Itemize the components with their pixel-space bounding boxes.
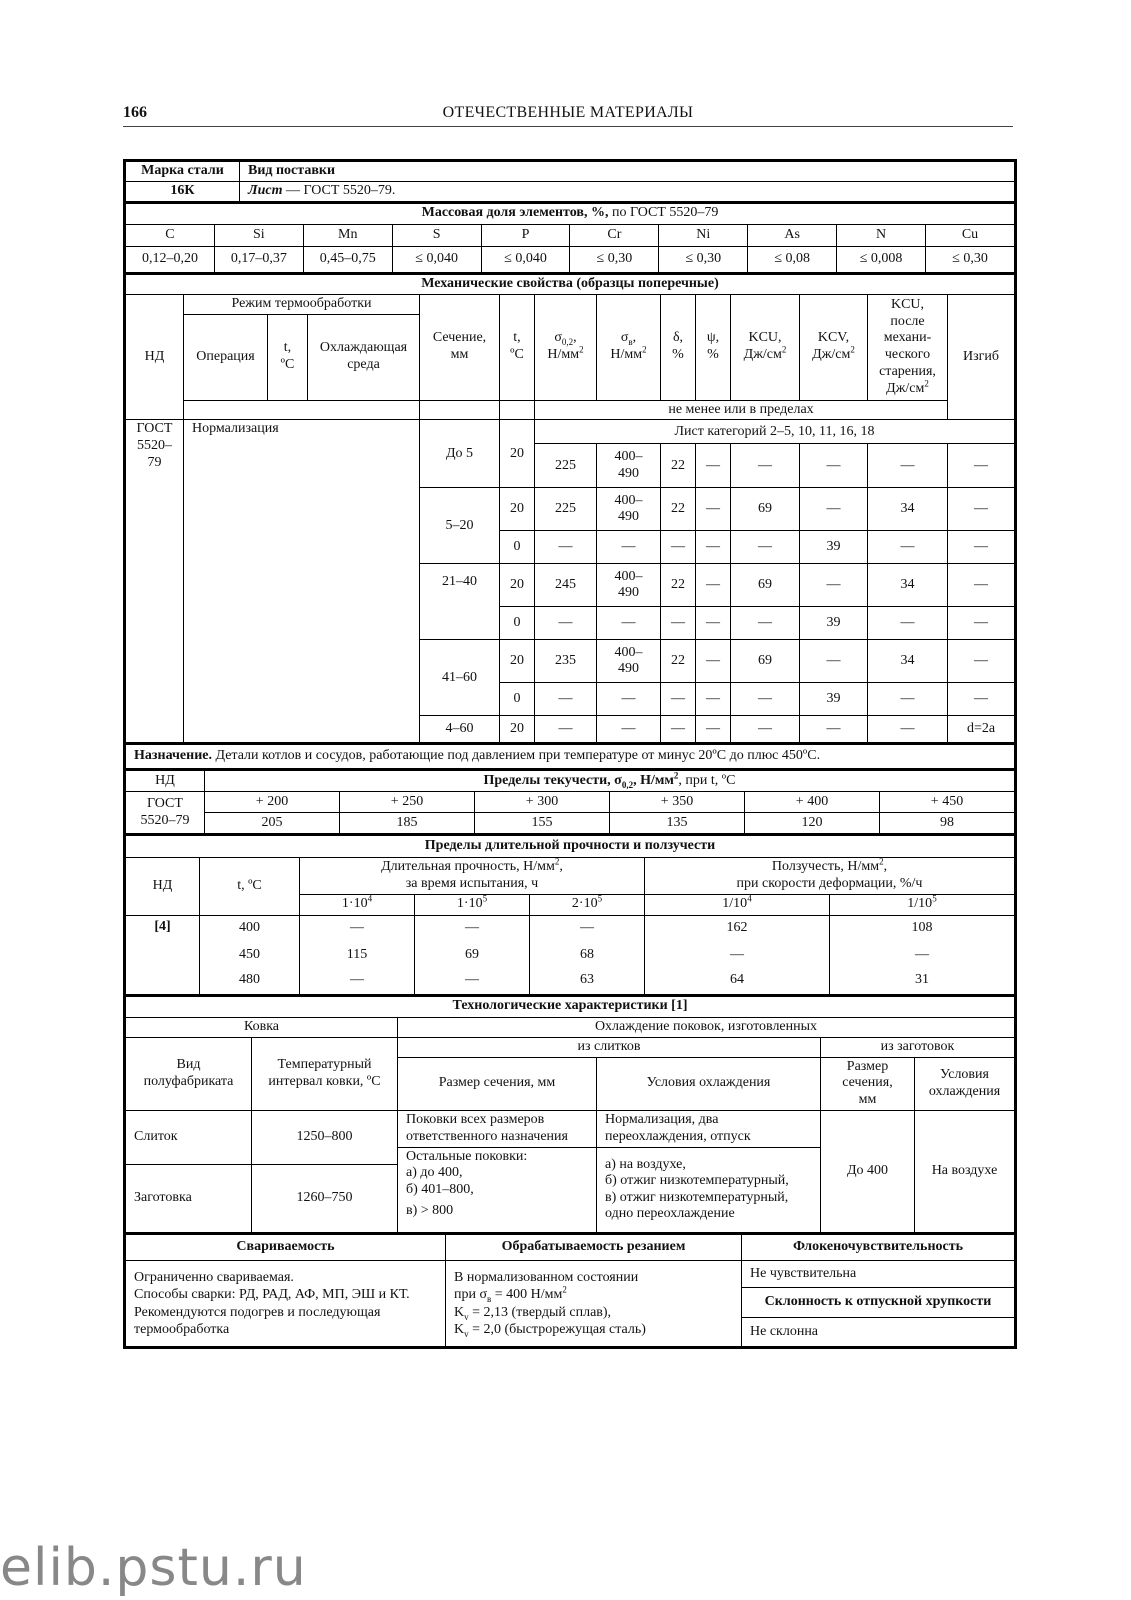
- creep-col: $1\cdot 10^5$: [415, 894, 530, 915]
- creep-col: $1/10^5$: [830, 894, 1015, 915]
- creep-header-nd: НД: [126, 857, 200, 915]
- mech-cell: —: [661, 716, 696, 743]
- mech-cell: —: [597, 683, 661, 716]
- mech-cell: —: [948, 640, 1015, 683]
- tech-header-conditions: Условия охлаждения: [597, 1057, 821, 1110]
- creep-cell: —: [415, 968, 530, 994]
- element-cell: P: [481, 225, 570, 247]
- mech-cell: 39: [800, 531, 868, 564]
- mech-cell: —: [696, 488, 731, 531]
- yield-temp: + 400: [745, 792, 880, 813]
- mech-cell: 34: [868, 488, 948, 531]
- element-value: 0,17–0,37: [214, 247, 303, 273]
- purpose-table: [125, 743, 1015, 769]
- mech-header-tensile: $\sigma_в$, $Н/мм^2$: [597, 294, 661, 400]
- mech-header-bend: Изгиб: [948, 294, 1015, 420]
- mech-cell: —: [696, 640, 731, 683]
- mech-cell: —: [597, 607, 661, 640]
- creep-cell: —: [300, 968, 415, 994]
- yield-value: 98: [880, 813, 1015, 834]
- element-cell: Cu: [926, 225, 1015, 247]
- creep-cell: 115: [300, 942, 415, 968]
- mech-cell: 39: [800, 683, 868, 716]
- tech-header-cooling: Охлаждение поковок, изготовленных: [398, 1018, 1015, 1038]
- mech-cell: 34: [868, 564, 948, 607]
- mech-cell: —: [948, 564, 1015, 607]
- element-cell: N: [837, 225, 926, 247]
- flake-title: Флокеночувствительность: [742, 1234, 1015, 1261]
- mech-section-cell: 41–60: [420, 640, 500, 716]
- tech-kind-ingot: Слиток: [126, 1111, 252, 1165]
- yield-temp: + 200: [205, 792, 340, 813]
- element-cell: Mn: [303, 225, 392, 247]
- mech-cell: —: [948, 531, 1015, 564]
- mech-header-operation: Операция: [184, 314, 268, 400]
- mech-cell: 39: [800, 607, 868, 640]
- mech-cell: 235: [535, 640, 597, 683]
- mech-cell: 400– 490: [597, 488, 661, 531]
- creep-header-creep: Ползучесть, $Н/мм^2$, при скорости деформации, %/ч: [645, 857, 1015, 894]
- composition-table: [125, 202, 1015, 274]
- mech-cell: 69: [731, 640, 800, 683]
- mech-cell: 69: [731, 488, 800, 531]
- composition-values-row: [126, 247, 1015, 273]
- creep-cell: 108: [830, 915, 1015, 942]
- yield-nd-value: ГОСТ 5520–79: [126, 792, 205, 834]
- creep-cell: 450: [200, 942, 300, 968]
- creep-header-temp: t, ºC: [200, 857, 300, 915]
- mech-cell: —: [868, 716, 948, 743]
- element-value: ≤ 0,30: [926, 247, 1015, 273]
- supply-standard: — ГОСТ 5520–79.: [282, 182, 396, 198]
- supply-label: Вид поставки: [240, 162, 1015, 182]
- creep-cell: —: [415, 915, 530, 942]
- element-value: ≤ 0,008: [837, 247, 926, 273]
- yield-header-nd: НД: [126, 770, 205, 792]
- grade-label: Марка стали: [126, 162, 240, 182]
- mech-cell: —: [696, 607, 731, 640]
- tech-cond-responsible: Нормализация, два переохлаждения, отпуск: [597, 1111, 821, 1148]
- grade-value: 16К: [126, 181, 240, 201]
- mech-cell: —: [535, 716, 597, 743]
- mech-section-cell: До 5: [420, 420, 500, 488]
- tech-header-blank-size: Размер сечения, мм: [821, 1057, 915, 1110]
- creep-cell: 31: [830, 968, 1015, 994]
- creep-col: $1/10^4$: [645, 894, 830, 915]
- weldability-text: Ограниченно свариваемая. Способы сварки: РД, РАД, АФ, МП, ЭШ и КТ. Рекомендуются подогрев и последующая термообработка: [126, 1261, 446, 1347]
- mech-cell: 22: [661, 564, 696, 607]
- mech-cell: 225: [535, 444, 597, 488]
- mech-cell: 0: [500, 607, 535, 640]
- yield-temp: + 350: [610, 792, 745, 813]
- creep-header-long-strength: Длительная прочность, $Н/мм^2$, за время испытания, ч: [300, 857, 645, 894]
- yield-value: 120: [745, 813, 880, 834]
- creep-cell: 162: [645, 915, 830, 942]
- mech-header-temp: t, ºC: [500, 294, 535, 400]
- mech-cell: —: [948, 607, 1015, 640]
- creep-row: [126, 915, 1015, 942]
- mech-cell: —: [661, 531, 696, 564]
- creep-cell: —: [530, 915, 645, 942]
- mech-section-cell: 5–20: [420, 488, 500, 564]
- creep-cell: 63: [530, 968, 645, 994]
- temper-brittleness-value: Не склонна: [742, 1318, 1015, 1347]
- element-value: ≤ 0,30: [570, 247, 659, 273]
- mech-cell: —: [731, 444, 800, 488]
- page-header: [123, 104, 1013, 127]
- mech-cell: 34: [868, 640, 948, 683]
- mech-header-cooling: Охлаждающая среда: [308, 314, 420, 400]
- mech-cell: 245: [535, 564, 597, 607]
- weldability-title: Свариваемость: [126, 1234, 446, 1261]
- mech-cell: 0: [500, 683, 535, 716]
- yield-temp: + 300: [475, 792, 610, 813]
- creep-ref: [4]: [126, 915, 200, 994]
- creep-cell: —: [300, 915, 415, 942]
- mech-header-kcu: KCU, $Дж/см^2$: [731, 294, 800, 400]
- creep-cell: 400: [200, 915, 300, 942]
- mech-header-regime: Режим термообработки: [184, 294, 420, 314]
- machinability-text: В нормализованном состоянии при $\sigma_в = 400$ $Н/мм^2$ $K_v = 2,13$ (твердый сплав), $K_v = 2,0$ (быстрорежущая сталь): [446, 1261, 742, 1347]
- mech-cell: —: [800, 488, 868, 531]
- creep-table: [125, 834, 1015, 994]
- mech-cell: 225: [535, 488, 597, 531]
- creep-cell: —: [830, 942, 1015, 968]
- mech-title: Механические свойства (образцы поперечные): [126, 274, 1015, 294]
- creep-row: [126, 942, 1015, 968]
- mech-header-kcu-aged: KCU, после механи- ческого старения, $Дж/см^2$: [868, 294, 948, 400]
- yield-value: 205: [205, 813, 340, 834]
- mech-operation-value: Нормализация: [184, 420, 420, 743]
- mech-cell: —: [868, 531, 948, 564]
- tech-header-temp-range: Температурный интервал ковки, ºC: [252, 1037, 398, 1110]
- mech-min-note: не менее или в пределах: [535, 400, 948, 420]
- bottom-properties-table: [125, 1233, 1015, 1348]
- mech-category-note: Лист категорий 2–5, 10, 11, 16, 18: [535, 420, 1015, 444]
- grade-table: [125, 161, 1015, 202]
- mech-header-nd: НД: [126, 294, 184, 420]
- temper-brittleness-title: Склонность к отпускной хрупкости: [742, 1288, 1015, 1318]
- mech-section-cell: 21–40: [420, 564, 500, 640]
- mech-cell: —: [731, 716, 800, 743]
- mech-section-cell: 4–60: [420, 716, 500, 743]
- tech-header-blanks: из заготовок: [821, 1037, 1015, 1057]
- creep-cell: —: [645, 942, 830, 968]
- tech-header-size: Размер сечения, мм: [398, 1057, 597, 1110]
- element-cell: Cr: [570, 225, 659, 247]
- mech-cell: —: [800, 716, 868, 743]
- mech-cell: 20: [500, 488, 535, 531]
- mech-header-kcv: KCV, $Дж/см^2$: [800, 294, 868, 400]
- mech-cell: 20: [500, 640, 535, 683]
- element-cell: C: [126, 225, 215, 247]
- tech-temp-blank: 1260–750: [252, 1164, 398, 1232]
- mech-cell: —: [800, 444, 868, 488]
- mechanical-properties-table: [125, 273, 1015, 743]
- mech-header-elongation: δ, %: [661, 294, 696, 400]
- creep-col: $2\cdot 10^5$: [530, 894, 645, 915]
- steel-data-sheet: [123, 159, 1017, 1349]
- element-cell: Ni: [659, 225, 748, 247]
- tech-header-ingots: из слитков: [398, 1037, 821, 1057]
- supply-value: [240, 181, 1015, 201]
- mech-cell: —: [696, 683, 731, 716]
- element-cell: Si: [214, 225, 303, 247]
- mech-cell: —: [731, 531, 800, 564]
- composition-title: Массовая доля элементов, %, по ГОСТ 5520–79: [126, 203, 1015, 225]
- mech-cell: —: [948, 488, 1015, 531]
- mech-cell: 69: [731, 564, 800, 607]
- mech-cell: —: [868, 607, 948, 640]
- mech-cell: —: [868, 444, 948, 488]
- mech-header-yield: $\sigma_{0,2}$, $Н/мм^2$: [535, 294, 597, 400]
- yield-temp: + 450: [880, 792, 1015, 813]
- mech-cell: 400– 490: [597, 564, 661, 607]
- machinability-title: Обрабатываемость резанием: [446, 1234, 742, 1261]
- mech-cell: —: [661, 607, 696, 640]
- mech-cell: 20: [500, 420, 535, 488]
- mech-cell: 400– 490: [597, 444, 661, 488]
- mech-cell: —: [535, 531, 597, 564]
- element-value: ≤ 0,08: [748, 247, 837, 273]
- tech-blank-size: До 400: [821, 1111, 915, 1233]
- creep-cell: 64: [645, 968, 830, 994]
- mech-header-reduction: ψ, %: [696, 294, 731, 400]
- mech-cell: —: [696, 444, 731, 488]
- mech-cell: —: [597, 716, 661, 743]
- element-value: ≤ 0,30: [659, 247, 748, 273]
- tech-blank-cond: На воздухе: [915, 1111, 1015, 1233]
- yield-temp: + 250: [340, 792, 475, 813]
- creep-cell: 69: [415, 942, 530, 968]
- mech-cell: —: [731, 683, 800, 716]
- running-title: ОТЕЧЕСТВЕННЫЕ МАТЕРИАЛЫ: [442, 104, 694, 121]
- tech-header-blank-conditions: Условия охлаждения: [915, 1057, 1015, 1110]
- creep-col: $1\cdot 10^4$: [300, 894, 415, 915]
- tech-header-forging: Ковка: [126, 1018, 398, 1038]
- tech-table: [125, 995, 1015, 1233]
- composition-elements-row: [126, 225, 1015, 247]
- mech-cell: 400– 490: [597, 640, 661, 683]
- tech-size-other: Остальные поковки: а) до 400, б) 401–800, в) > 800: [398, 1147, 597, 1232]
- mech-cell: —: [868, 683, 948, 716]
- element-cell: As: [748, 225, 837, 247]
- mech-header-heat-temp: t, ºC: [268, 314, 308, 400]
- mech-cell: 20: [500, 716, 535, 743]
- element-cell: S: [392, 225, 481, 247]
- mech-cell: 20: [500, 564, 535, 607]
- mech-cell: —: [800, 564, 868, 607]
- element-value: ≤ 0,040: [481, 247, 570, 273]
- creep-cell: 480: [200, 968, 300, 994]
- mech-cell: 22: [661, 640, 696, 683]
- mech-cell: 0: [500, 531, 535, 564]
- tech-size-responsible: Поковки всех размеров ответственного назначения: [398, 1111, 597, 1148]
- creep-title: Пределы длительной прочности и ползучести: [126, 835, 1015, 857]
- mech-cell: —: [661, 683, 696, 716]
- mech-nd-value: ГОСТ 5520– 79: [126, 420, 184, 743]
- mech-cell: —: [535, 607, 597, 640]
- mech-cell: —: [731, 607, 800, 640]
- mech-cell: 22: [661, 444, 696, 488]
- page-number: 166: [123, 104, 147, 121]
- element-value: 0,45–0,75: [303, 247, 392, 273]
- tech-temp-ingot: 1250–800: [252, 1111, 398, 1165]
- element-value: ≤ 0,040: [392, 247, 481, 273]
- purpose-text: Назначение. Детали котлов и сосудов, работающие под давлением при температуре от минус 20ºC до плюс 450ºC.: [126, 744, 1015, 768]
- supply-kind: Лист: [248, 182, 283, 198]
- yield-value: 185: [340, 813, 475, 834]
- element-value: 0,12–0,20: [126, 247, 215, 273]
- mech-cell: d=2a: [948, 716, 1015, 743]
- mech-cell: —: [696, 564, 731, 607]
- creep-cell: 68: [530, 942, 645, 968]
- tech-kind-blank: Заготовка: [126, 1164, 252, 1232]
- tech-header-kind: Вид полуфабриката: [126, 1037, 252, 1110]
- yield-strength-table: [125, 769, 1015, 835]
- yield-value: 155: [475, 813, 610, 834]
- mech-header-section: Сечение, мм: [420, 294, 500, 400]
- mech-cell: 22: [661, 488, 696, 531]
- yield-title: Пределы текучести, $\sigma_{0,2}$, $Н/мм^2$, при t, ºC: [205, 770, 1015, 792]
- mech-cell: —: [696, 531, 731, 564]
- mech-cell: —: [696, 716, 731, 743]
- tech-cond-other: а) на воздухе, б) отжиг низкотемпературный, в) отжиг низкотемпературный, одно переохлаждение: [597, 1147, 821, 1232]
- mech-cell: —: [535, 683, 597, 716]
- yield-value: 135: [610, 813, 745, 834]
- tech-title: Технологические характеристики [1]: [126, 996, 1015, 1018]
- creep-row: [126, 968, 1015, 994]
- flake-value: Не чувствительна: [742, 1261, 1015, 1288]
- mech-cell: —: [597, 531, 661, 564]
- watermark: elib.pstu.ru: [0, 1538, 307, 1598]
- mech-cell: —: [800, 640, 868, 683]
- mech-cell: —: [948, 444, 1015, 488]
- mech-cell: —: [948, 683, 1015, 716]
